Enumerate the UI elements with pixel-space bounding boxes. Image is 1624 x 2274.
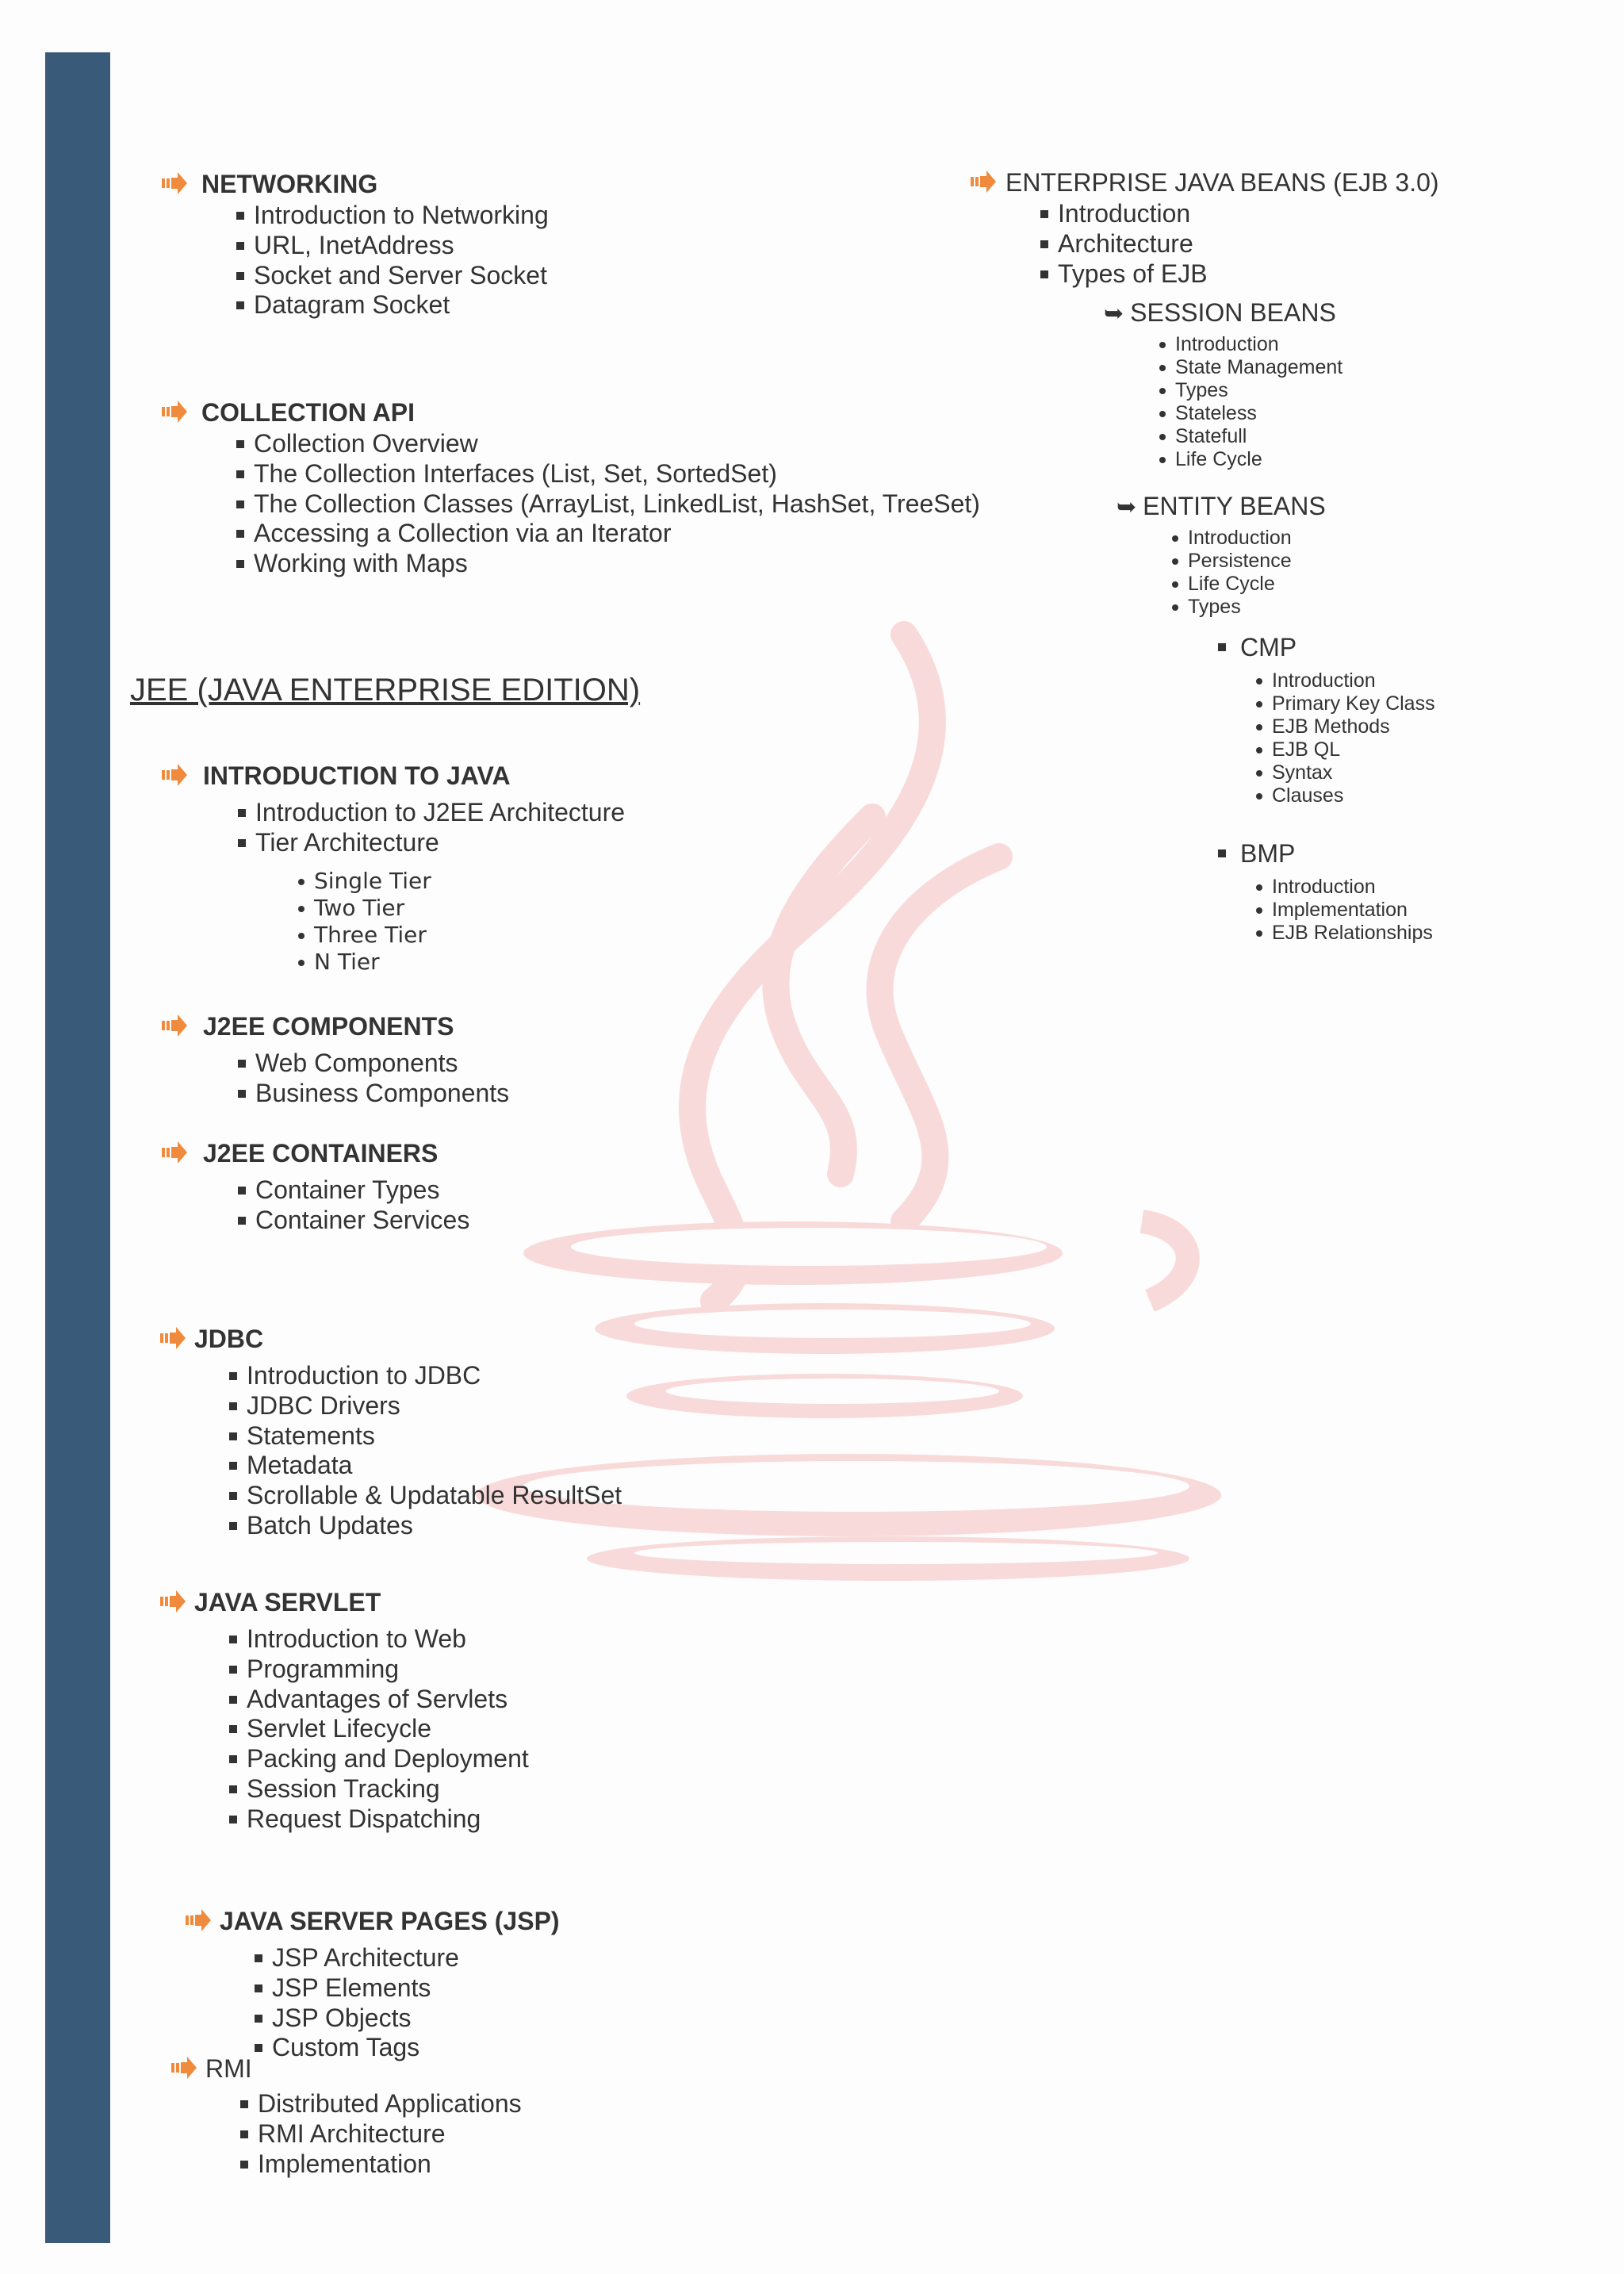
session-beans-heading: ➥ SESSION BEANS [1104,298,1336,327]
entity-beans-list [1188,527,1292,619]
list-item: Architecture [1058,229,1208,259]
orange-arrow-icon [162,1141,187,1164]
list-item: RMI Architecture [258,2119,522,2149]
section-collection-api [162,397,980,579]
list-item: Batch Updates [247,1511,622,1541]
jdbc-list [247,1361,622,1541]
list-item: Programming [247,1655,529,1685]
section-title-ejb: ENTERPRISE JAVA BEANS (EJB 3.0) [1005,168,1439,197]
list-item: Packing and Deployment [247,1744,529,1774]
tier-list [314,868,625,976]
orange-arrow-icon [160,1326,186,1350]
list-item: Introduction [1272,669,1435,692]
list-item: Clauses [1272,784,1435,807]
intro-java-list [255,798,625,858]
components-list [255,1049,509,1109]
list-item: EJB QL [1272,738,1435,761]
jsp-list [272,1943,459,2063]
list-item: Persistence [1188,550,1292,572]
section-networking [162,168,549,320]
list-item: Introduction [1058,199,1208,229]
list-item: Introduction to JDBC [247,1361,622,1391]
list-item: Introduction [1188,527,1292,549]
session-beans-list [1175,333,1342,471]
networking-list [254,201,549,320]
section-title-introduction-to-java: INTRODUCTION TO JAVA [203,761,511,790]
orange-arrow-icon [971,170,996,194]
section-j2ee-containers [162,1137,469,1236]
bmp-heading: BMP [1218,838,1295,869]
list-item: JSP Objects [272,2004,459,2034]
list-item: Introduction [1272,876,1433,899]
section-title-rmi: RMI [205,2054,252,2083]
list-item: Introduction to Web [247,1624,529,1655]
list-item: Single Tier [314,868,625,895]
orange-arrow-icon [162,171,187,195]
list-item: Three Tier [314,922,625,949]
list-item: Types [1188,596,1292,619]
list-item: EJB Methods [1272,715,1435,738]
list-item: JSP Architecture [272,1943,459,1972]
list-item: Introduction to J2EE Architecture [255,798,626,826]
square-bullet-icon [1218,849,1226,857]
section-introduction-to-java [162,760,625,976]
orange-arrow-icon [186,1908,211,1932]
list-item: Syntax [1272,761,1435,784]
list-item: Container Services [255,1205,470,1234]
list-item: Introduction [1175,333,1342,356]
list-item: Collection Overview [254,429,980,459]
hook-arrow-icon: ➥ [1104,301,1124,327]
cmp-heading: CMP [1218,631,1297,663]
section-title-java-servlet: JAVA SERVLET [194,1588,381,1616]
list-item: URL, InetAddress [254,231,549,261]
list-item: JSP Elements [272,1973,459,2004]
list-item: Types [1175,379,1342,402]
list-item: EJB Relationships [1272,922,1433,944]
list-item: Datagram Socket [254,290,549,320]
orange-arrow-icon [162,763,187,787]
rmi-list [258,2089,522,2179]
list-item: Advantages of Servlets [247,1685,529,1715]
section-jsp [186,1905,560,2063]
list-item: JDBC Drivers [247,1391,622,1421]
list-item: The Collection Classes (ArrayList, LinkedList, HashSet, TreeSet) [254,489,980,518]
list-item: Types of EJB [1058,259,1208,288]
list-item: Request Dispatching [247,1804,529,1835]
orange-arrow-icon [162,400,187,424]
section-title-j2ee-containers: J2EE CONTAINERS [203,1139,439,1168]
section-jdbc [160,1323,622,1541]
list-item: Web Components [255,1049,509,1079]
section-title-jdbc: JDBC [194,1325,264,1353]
list-item: N Tier [314,949,625,976]
section-title-j2ee-components: J2EE COMPONENTS [203,1012,454,1041]
containers-list [255,1175,469,1236]
list-item: Business Components [255,1078,510,1107]
list-item: Distributed Applications [258,2089,522,2118]
orange-arrow-icon [171,2056,197,2080]
list-item: Life Cycle [1188,573,1292,596]
list-item: State Management [1175,356,1343,378]
list-item: Container Types [255,1175,469,1206]
section-title-jsp: JAVA SERVER PAGES (JSP) [220,1907,560,1935]
list-item: Statements [247,1421,622,1451]
section-java-servlet [160,1586,529,1835]
orange-arrow-icon [160,1589,186,1613]
square-bullet-icon [1218,643,1226,651]
list-item: Statefull [1175,425,1342,448]
list-item: The Collection Interfaces (List, Set, SortedSet) [254,459,980,489]
ejb-list [1058,199,1208,289]
list-item: Implementation [258,2149,522,2180]
orange-arrow-icon [162,1014,187,1037]
list-item: Implementation [1272,899,1433,922]
list-item: Working with Maps [254,549,980,579]
list-item: Primary Key Class [1272,692,1435,715]
list-item: Tier Architecture [255,828,625,858]
section-ejb [971,167,1439,289]
section-rmi [171,2053,522,2179]
hook-arrow-icon: ➥ [1116,494,1137,520]
list-item: Custom Tags [272,2033,459,2063]
list-item: Socket and Server Socket [254,260,547,290]
section-j2ee-components [162,1010,509,1109]
entity-beans-heading: ➥ ENTITY BEANS [1116,492,1326,520]
list-item: Stateless [1175,402,1342,425]
list-item: Two Tier [314,895,625,922]
bmp-list [1272,876,1433,945]
cmp-list [1272,669,1435,807]
sidebar-stripe [45,52,110,2243]
list-item: Session Tracking [247,1774,529,1804]
section-title-networking: NETWORKING [201,170,378,198]
list-item: Servlet Lifecycle [247,1714,529,1744]
collection-list [254,429,980,579]
list-item: Life Cycle [1175,448,1342,471]
list-item: Scrollable & Updatable ResultSet [247,1481,622,1510]
list-item: Accessing a Collection via an Iterator [254,519,980,549]
servlet-list [247,1624,529,1835]
section-title-collection-api: COLLECTION API [201,398,416,427]
list-item: Metadata [247,1451,622,1481]
jee-heading: JEE (JAVA ENTERPRISE EDITION) [130,673,641,708]
list-item: Introduction to Networking [254,201,549,229]
